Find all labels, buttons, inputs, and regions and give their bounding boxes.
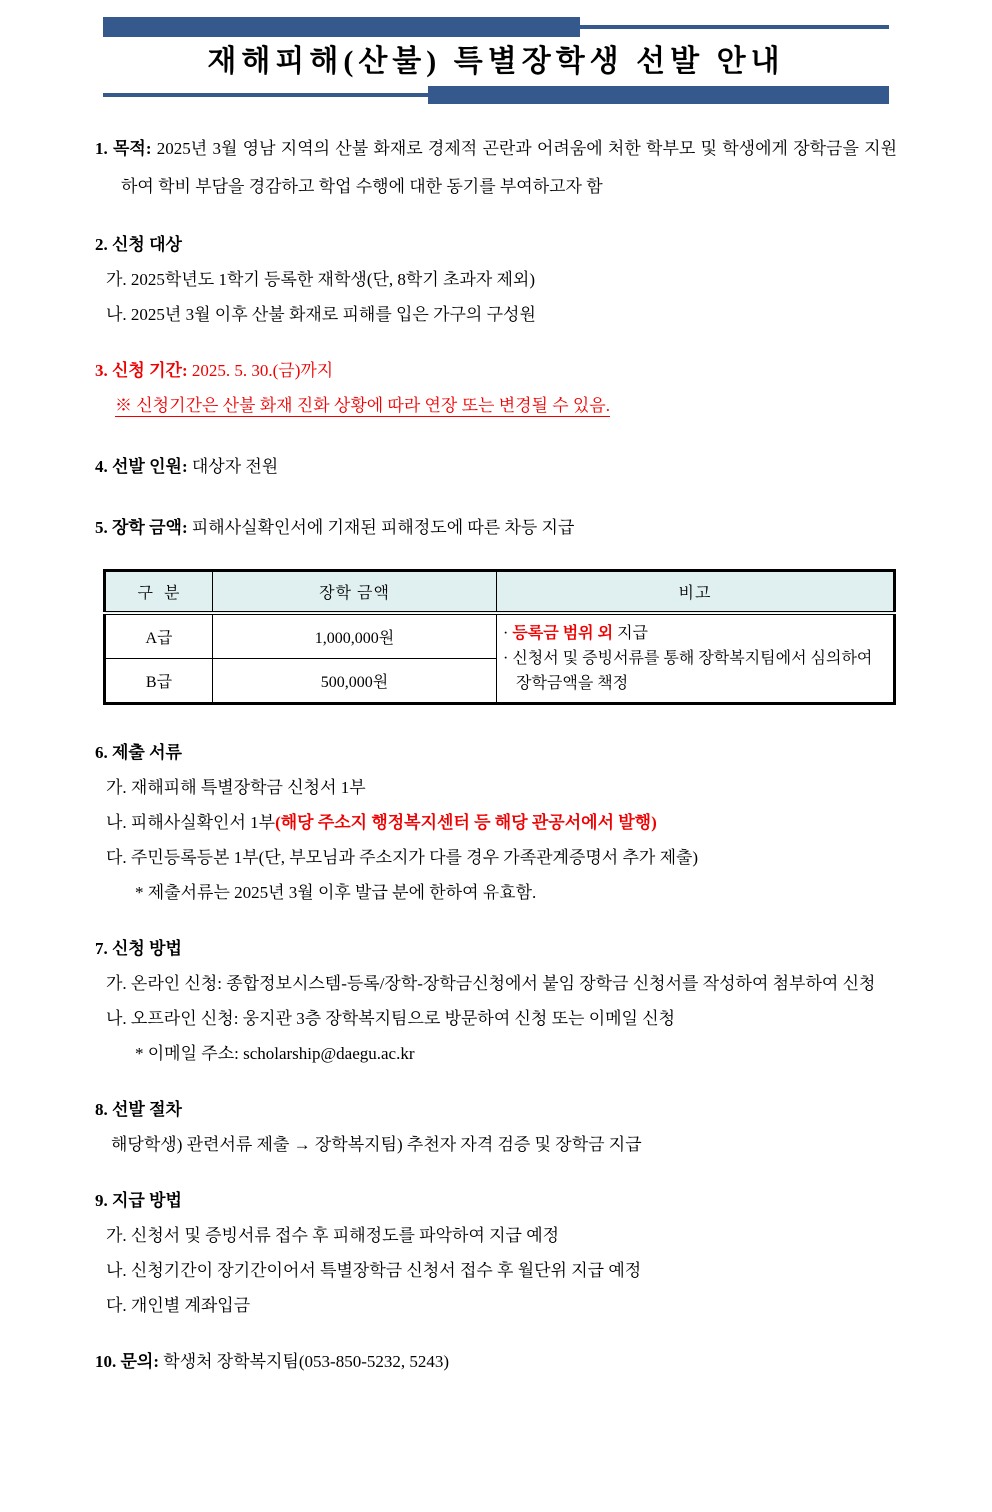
target-item-ga: 가. 2025학년도 1학기 등록한 재학생(단, 8학기 초과자 제외) bbox=[106, 270, 536, 289]
title-bottom-thick-bar bbox=[428, 86, 889, 104]
procedure-heading: 8. 선발 절차 bbox=[95, 1100, 182, 1119]
remarks-cell bbox=[497, 613, 895, 704]
purpose-paragraph bbox=[95, 130, 897, 206]
title-top-thick-bar bbox=[103, 17, 580, 37]
target-heading: 2. 신청 대상 bbox=[95, 235, 182, 254]
section-procedure bbox=[95, 1092, 897, 1162]
selection-line bbox=[95, 449, 897, 484]
contact-label: 10. 문의: bbox=[95, 1352, 160, 1371]
selection-value: 대상자 전원 bbox=[187, 457, 279, 476]
remark1-rest: 지급 bbox=[613, 625, 648, 642]
page-title: 재해피해(산불) 특별장학생 선발 안내 bbox=[207, 45, 785, 78]
table-row bbox=[105, 613, 895, 659]
section-documents bbox=[95, 735, 897, 910]
section-target bbox=[95, 227, 897, 332]
section-contact bbox=[95, 1344, 897, 1379]
title-top-band bbox=[103, 17, 889, 37]
apply-heading: 7. 신청 방법 bbox=[95, 939, 182, 958]
documents-heading: 6. 제출 서류 bbox=[95, 743, 182, 762]
contact-line bbox=[95, 1344, 897, 1379]
period-label: 3. 신청 기간: bbox=[95, 361, 188, 380]
remark1-bullet: · bbox=[503, 625, 513, 642]
section-purpose bbox=[95, 130, 897, 206]
purpose-text: 2025년 3월 영남 지역의 산불 화재로 경제적 곤란과 어려움에 처한 학부모 및 학생에게 장학금을 지원하여 학비 부담을 경감하고 학업 수행에 대한 동기를 부여하고자 함 bbox=[121, 139, 897, 196]
payment-item-na: 나. 신청기간이 장기간이어서 특별장학금 신청서 접수 후 월단위 지급 예정 bbox=[106, 1261, 642, 1280]
amount-label: 5. 장학 금액: bbox=[95, 518, 188, 537]
period-note-text: ※ 신청기간은 산불 화재 진화 상황에 따라 연장 또는 변경될 수 있음. bbox=[115, 396, 610, 415]
table-header-row bbox=[105, 571, 895, 614]
amount-b-cell: 500,000원 bbox=[213, 659, 497, 704]
title-bottom-band bbox=[103, 86, 889, 104]
remark1-emphasis: 등록금 범위 외 bbox=[512, 625, 614, 642]
documents-item-da: 다. 주민등록등본 1부(단, 부모님과 주소지가 다를 경우 가족관계증명서 추가 제출) bbox=[106, 848, 699, 867]
purpose-label: 1. 목적: bbox=[95, 139, 152, 158]
apply-item-ga: 가. 온라인 신청: 종합정보시스템-등록/장학-장학금신청에서 붙임 장학금 신청서를 작성하여 첨부하여 신청 bbox=[106, 974, 876, 993]
documents-item-na-prefix: 나. 피해사실확인서 1부 bbox=[106, 813, 276, 832]
table-header-grade: 구 분 bbox=[105, 571, 213, 614]
payment-item-ga: 가. 신청서 및 증빙서류 접수 후 피해정도를 파악하여 지급 예정 bbox=[106, 1226, 560, 1245]
amount-a-cell: 1,000,000원 bbox=[213, 613, 497, 659]
section-apply bbox=[95, 931, 897, 1071]
period-line bbox=[95, 353, 897, 388]
apply-item-na: 나. 오프라인 신청: 웅지관 3층 장학복지팀으로 방문하여 신청 또는 이메일 신청 bbox=[106, 1009, 676, 1028]
title-top-thin-rule bbox=[580, 25, 889, 29]
payment-item-da: 다. 개인별 계좌입금 bbox=[106, 1296, 251, 1315]
procedure-text: 해당학생) 관련서류 제출 → 장학복지팀) 추천자 자격 검증 및 장학금 지급 bbox=[111, 1135, 642, 1154]
section-period bbox=[95, 353, 897, 423]
documents-item-na-emphasis: (해당 주소지 행정복지센터 등 해당 관공서에서 발행) bbox=[275, 813, 657, 832]
remark-line-1 bbox=[503, 621, 883, 646]
payment-heading: 9. 지급 방법 bbox=[95, 1191, 182, 1210]
section-amount bbox=[95, 510, 897, 545]
documents-item-ga: 가. 재해피해 특별장학금 신청서 1부 bbox=[106, 778, 366, 797]
amount-value: 피해사실확인서에 기재된 피해정도에 따른 차등 지급 bbox=[187, 518, 575, 537]
section-selection bbox=[95, 449, 897, 484]
grade-b-cell: B급 bbox=[105, 659, 213, 704]
apply-note-email: * 이메일 주소: scholarship@daegu.ac.kr bbox=[135, 1044, 415, 1063]
table-header-remarks: 비고 bbox=[497, 571, 895, 614]
period-note bbox=[115, 388, 897, 423]
title-bottom-thin-rule bbox=[103, 93, 428, 97]
selection-label: 4. 선발 인원: bbox=[95, 457, 188, 476]
scholarship-table bbox=[103, 569, 896, 705]
documents-item-na bbox=[106, 805, 897, 840]
grade-a-cell: A급 bbox=[105, 613, 213, 659]
amount-line bbox=[95, 510, 897, 545]
contact-value: 학생처 장학복지팀(053-850-5232, 5243) bbox=[159, 1352, 450, 1371]
target-item-na: 나. 2025년 3월 이후 산불 화재로 피해를 입은 가구의 구성원 bbox=[106, 305, 536, 324]
period-value: 2025. 5. 30.(금)까지 bbox=[187, 361, 334, 380]
section-payment bbox=[95, 1183, 897, 1323]
documents-note: * 제출서류는 2025년 3월 이후 발급 분에 한하여 유효함. bbox=[135, 883, 537, 902]
table-header-amount: 장학 금액 bbox=[213, 571, 497, 614]
remark-line-2: · 신청서 및 증빙서류를 통해 장학복지팀에서 심의하여 장학금액을 책정 bbox=[503, 650, 873, 692]
